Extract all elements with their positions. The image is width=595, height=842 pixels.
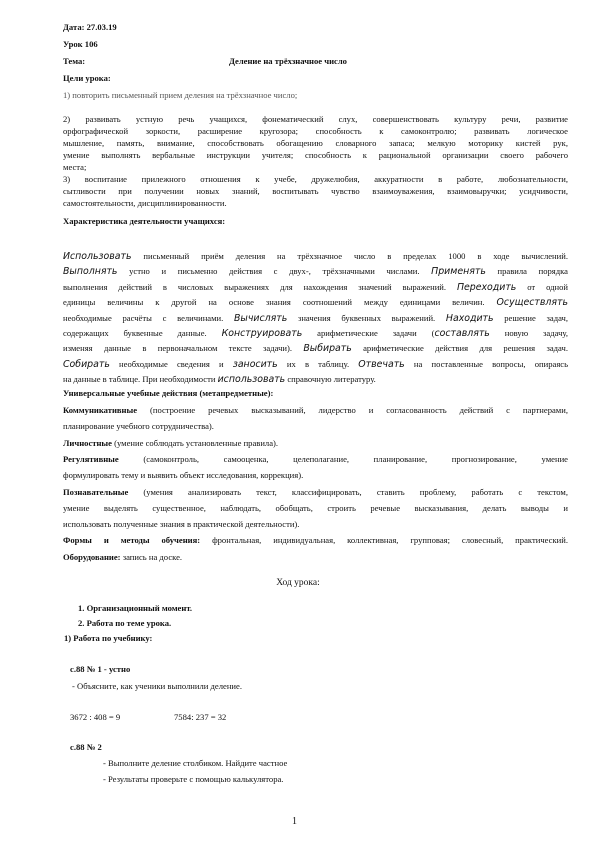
- text-run: (умения анализировать текст, классифицировать, ставить проблему, работать с текстом,: [128, 486, 568, 497]
- task2-instruction: - Выполните деление столбиком. Найдите частное: [103, 758, 288, 768]
- goal-line: умение выполнять вербальные инструкции учителя; способность к рациональной организации своего рабочего: [63, 150, 568, 160]
- task1-instruction: - Объясните, как ученики выполнили деление.: [72, 681, 242, 691]
- uud-line: [63, 470, 568, 481]
- text-run: (самоконтроль, самооценка, целеполагание, планирование, прогнозирование, умение: [118, 453, 568, 464]
- activity-line: [63, 266, 568, 277]
- text-run: письменный приём деления на трёхзначное число в пределах 1000 в ходе вычислений.: [131, 251, 568, 261]
- uud-line: [63, 552, 568, 563]
- uud-line: [63, 519, 568, 530]
- goal-line: мышление, память, внимание, способствовать обогащению словарного запаса; мелкую моторику кистей рук,: [63, 138, 568, 148]
- emphasis-verb: Конструировать: [221, 328, 303, 339]
- text-run: запись на доске.: [120, 551, 183, 562]
- topic-value: Деление на трёхзначное число: [229, 56, 347, 66]
- text-run: изменяя данные в первоначальном тексте задачи).: [63, 343, 304, 354]
- emphasis-verb: Применять: [431, 266, 486, 278]
- lesson-date: Дата: 27.03.19: [63, 22, 117, 32]
- goal-line: 1) повторить письменный прием деления на трёхзначное число;: [63, 90, 298, 100]
- goal-line: сытливости при получении новых знаний, воспитывать чувство взаимоуважения, взаимовыручки; усидчивости,: [63, 186, 568, 196]
- emphasis-verb: заносить: [232, 358, 278, 370]
- uud-line: [63, 438, 568, 449]
- text-run: правила порядка: [485, 266, 568, 277]
- text-run: умение выделять существенное, наблюдать, обобщать, строить речевые высказывания, делать выводы и: [63, 502, 568, 513]
- text-run: (построение речевых высказываний, лидерство и согласованность действий с партнерами,: [137, 405, 568, 415]
- text-run: фронтальная, индивидуальная, коллективная, групповая; словесный, практический.: [200, 535, 568, 546]
- text-run: использовать полученные знания в практической деятельности).: [63, 519, 300, 530]
- goal-line: орфографической зоркости, расширение кругозора; способность к самоконтролю; развивать логическое: [63, 126, 568, 136]
- text-run: устно и письменно действия с двух-, трёхзначными числами.: [117, 266, 432, 277]
- uud-heading: Универсальные учебные действия (метапредметные):: [63, 388, 274, 398]
- activity-line: [63, 343, 568, 354]
- emphasis-verb: Выполнять: [63, 266, 118, 278]
- text-run: значения буквенных выражений.: [287, 312, 446, 323]
- page-number: 1: [292, 816, 297, 827]
- uud-line: [63, 503, 568, 514]
- activity-line: [63, 374, 568, 385]
- text-run: новую задачу,: [489, 328, 568, 338]
- task1-example: 7584: 237 = 32: [174, 712, 227, 722]
- text-run: их в таблицу.: [277, 358, 359, 369]
- text-run: формулировать тему и выявить объект исследования, коррекция).: [63, 470, 304, 481]
- emphasis-verb: использовать: [217, 374, 286, 386]
- uud-term: Формы и методы обучения:: [63, 535, 201, 546]
- goal-line: самостоятельности, дисциплинированности.: [63, 198, 227, 208]
- work-item: 1) Работа по учебнику:: [64, 633, 153, 643]
- text-run: необходимые сведения и: [109, 358, 233, 369]
- task2-instruction: - Результаты проверьте с помощью калькулятора.: [103, 774, 284, 784]
- text-run: арифметические действия для решения задач.: [351, 343, 568, 354]
- uud-line: [63, 421, 568, 432]
- uud-term: Регулятивные: [63, 453, 119, 464]
- emphasis-verb: Использовать: [63, 251, 132, 262]
- activity-line: [63, 251, 568, 262]
- goal-line: 2) развивать устную речь учащихся, фонематический слух, совершенствовать культуру речи, развитие: [63, 114, 568, 124]
- activity-line: [63, 313, 568, 324]
- emphasis-verb: Отвечать: [358, 358, 405, 370]
- goal-line: места;: [63, 162, 87, 172]
- task1-example: 3672 : 408 = 9: [70, 712, 121, 722]
- activity-line: [63, 282, 568, 293]
- text-run: арифметические задачи (: [302, 328, 435, 338]
- uud-term: Познавательные: [63, 486, 129, 497]
- emphasis-verb: Выбирать: [303, 343, 352, 355]
- text-run: планирование учебного сотрудничества).: [63, 421, 214, 432]
- task2-title: с.88 № 2: [70, 742, 102, 752]
- lesson-number: Урок 106: [63, 39, 98, 49]
- text-run: на поставленные вопросы, опираясь: [404, 358, 568, 369]
- uud-term: Оборудование:: [63, 551, 121, 562]
- text-run: от одной: [516, 281, 568, 292]
- emphasis-verb: Вычислять: [234, 312, 288, 324]
- text-run: решение задач,: [493, 312, 568, 323]
- emphasis-verb: Собирать: [63, 358, 110, 370]
- task1-title: с.88 № 1 - устно: [70, 664, 131, 674]
- goals-label: Цели урока:: [63, 73, 111, 83]
- emphasis-verb: Находить: [445, 312, 494, 324]
- uud-line: [63, 405, 568, 416]
- emphasis-verb: Осуществлять: [496, 297, 568, 309]
- activity-line: [63, 297, 568, 308]
- text-run: справочную литературу.: [285, 374, 376, 385]
- activity-line: [63, 359, 568, 370]
- step-item: 1. Организационный момент.: [78, 603, 193, 613]
- goal-line: 3) воспитание прилежного отношения к учебе, дружелюбия, аккуратности в работе, любознательности,: [63, 174, 568, 184]
- text-run: единицы величины к другой на основе знания соотношений между единицами величин.: [63, 297, 497, 308]
- uud-line: [63, 454, 568, 465]
- uud-line: [63, 487, 568, 498]
- text-run: выполнения действий в числовых выражениях для нахождения значений выражений.: [63, 281, 457, 292]
- text-run: (умение соблюдать установленные правила).: [111, 437, 279, 448]
- course-title: Ход урока:: [276, 578, 320, 588]
- uud-term: Коммуникативные: [63, 405, 138, 415]
- topic-label: Тема:: [63, 56, 86, 66]
- uud-term: Личностные: [63, 437, 112, 448]
- activity-heading: Характеристика деятельности учащихся:: [63, 216, 226, 226]
- text-run: содержащих буквенные данные.: [63, 328, 222, 338]
- text-run: на данные в таблице. При необходимости: [63, 374, 218, 385]
- step-item: 2. Работа по теме урока.: [78, 618, 172, 628]
- emphasis-verb: составлять: [434, 328, 490, 339]
- emphasis-verb: Переходить: [456, 281, 517, 293]
- uud-line: [63, 535, 568, 546]
- text-run: необходимые расчёты с величинами.: [63, 312, 234, 323]
- activity-line: [63, 328, 568, 339]
